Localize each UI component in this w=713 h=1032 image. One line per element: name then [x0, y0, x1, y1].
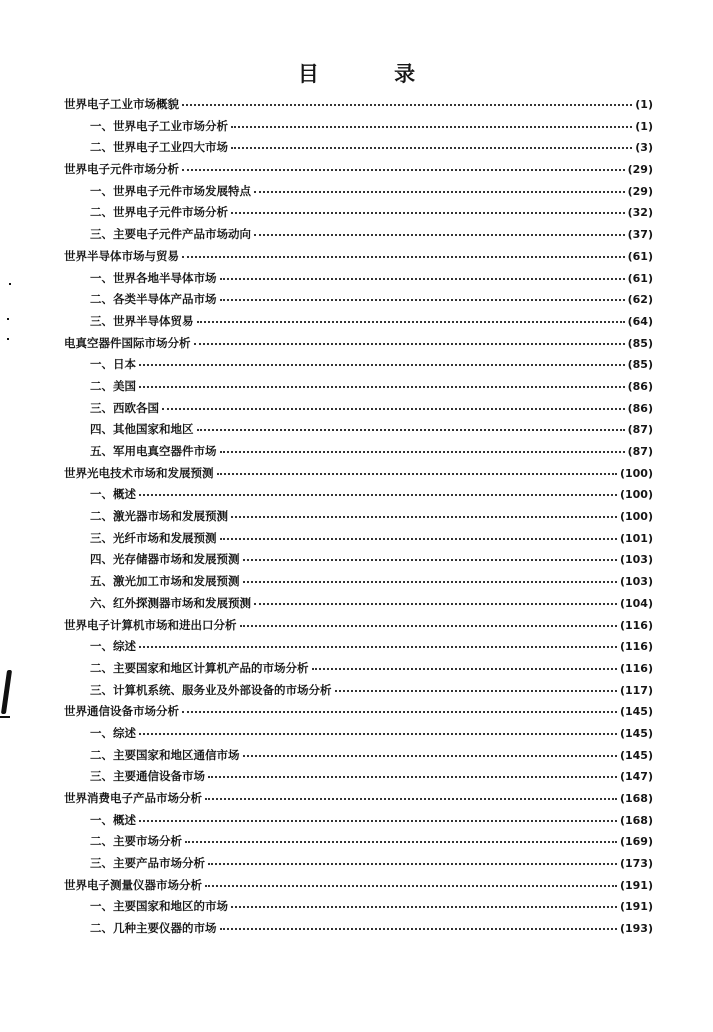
toc-entry-title: 一、综述 — [90, 639, 136, 654]
toc-dot-leader — [312, 667, 617, 670]
toc-page-number: (169) — [619, 835, 653, 849]
table-of-contents — [64, 96, 653, 942]
toc-chapter-entry — [64, 248, 653, 270]
toc-entry-title: 世界光电技术市场和发展预测 — [64, 465, 214, 480]
toc-page-number: (85) — [627, 358, 653, 372]
toc-section-entry — [64, 682, 653, 704]
toc-page-number: (87) — [627, 445, 653, 458]
toc-section-entry — [64, 551, 653, 573]
toc-section-entry — [64, 291, 653, 313]
toc-entry-title: 二、美国 — [90, 378, 136, 393]
scan-artifact — [1, 670, 12, 714]
toc-page-number: (145) — [619, 705, 653, 719]
toc-dot-leader — [139, 385, 625, 388]
toc-dot-leader — [197, 428, 625, 431]
toc-entry-title: 三、世界半导体贸易 — [90, 313, 194, 328]
toc-dot-leader — [243, 558, 617, 561]
toc-dot-leader — [139, 493, 617, 496]
toc-entry-title: 一、综述 — [90, 725, 136, 740]
toc-entry-title: 一、概述 — [90, 812, 136, 827]
toc-page-number: (116) — [619, 618, 653, 632]
toc-chapter-entry — [64, 465, 653, 487]
toc-entry-title: 二、各类半导体产品市场 — [90, 292, 217, 307]
toc-page-number: (168) — [619, 792, 653, 805]
toc-dot-leader — [139, 363, 625, 366]
toc-entry-title: 一、世界电子元件市场发展特点 — [90, 183, 251, 198]
toc-dot-leader — [185, 840, 617, 843]
toc-dot-leader — [240, 624, 617, 627]
toc-dot-leader — [231, 515, 617, 518]
toc-page-number: (64) — [627, 314, 653, 328]
toc-section-entry — [64, 443, 653, 465]
toc-page-number: (116) — [619, 661, 653, 675]
toc-entry-title: 六、红外探测器市场和发展预测 — [90, 595, 251, 610]
toc-dot-leader — [208, 862, 617, 865]
toc-section-entry — [64, 400, 653, 422]
toc-dot-leader — [139, 645, 617, 648]
toc-section-entry — [64, 378, 653, 400]
toc-dot-leader — [182, 103, 632, 106]
scan-artifact — [7, 318, 9, 320]
toc-page-number: (191) — [619, 878, 653, 892]
toc-entry-title: 世界半导体市场与贸易 — [64, 248, 179, 263]
scan-artifact — [0, 716, 10, 718]
toc-page-number: (100) — [619, 466, 653, 480]
toc-entry-title: 世界电子测量仪器市场分析 — [64, 877, 202, 892]
toc-dot-leader — [208, 775, 617, 778]
toc-section-entry — [64, 638, 653, 660]
toc-page-number: (145) — [619, 748, 653, 762]
toc-dot-leader — [182, 710, 617, 713]
toc-dot-leader — [220, 927, 617, 930]
toc-dot-leader — [231, 146, 632, 149]
toc-section-entry — [64, 747, 653, 769]
toc-section-entry — [64, 920, 653, 942]
toc-entry-title: 二、主要国家和地区计算机产品的市场分析 — [90, 660, 309, 675]
toc-entry-title: 一、世界各地半导体市场 — [90, 270, 217, 285]
toc-page-number: (116) — [619, 640, 653, 654]
toc-section-entry — [64, 313, 653, 335]
toc-entry-title: 三、主要通信设备市场 — [90, 769, 205, 784]
toc-entry-title: 二、世界电子元件市场分析 — [90, 205, 228, 220]
toc-entry-title: 世界电子计算机市场和进出口分析 — [64, 617, 237, 632]
toc-chapter-entry — [64, 703, 653, 725]
toc-chapter-entry — [64, 335, 653, 357]
toc-page-number: (168) — [619, 813, 653, 827]
toc-entry-title: 世界电子元件市场分析 — [64, 162, 179, 177]
toc-chapter-entry — [64, 96, 653, 118]
toc-dot-leader — [254, 190, 625, 193]
toc-entry-title: 一、主要国家和地区的市场 — [90, 899, 228, 914]
toc-dot-leader — [220, 298, 625, 301]
toc-section-entry — [64, 595, 653, 617]
toc-dot-leader — [231, 211, 625, 214]
toc-entry-title: 三、主要电子元件产品市场动向 — [90, 227, 251, 242]
toc-page-number: (101) — [619, 531, 653, 545]
toc-page-number: (32) — [627, 206, 653, 220]
toc-page-number: (103) — [619, 553, 653, 567]
toc-entry-title: 二、激光器市场和发展预测 — [90, 509, 228, 524]
toc-section-entry — [64, 356, 653, 378]
page-title: 目 录 — [297, 62, 450, 86]
toc-entry-title: 一、世界电子工业市场分析 — [90, 118, 228, 133]
toc-dot-leader — [220, 537, 617, 540]
toc-dot-leader — [205, 797, 617, 800]
toc-section-entry — [64, 855, 653, 877]
toc-entry-title: 三、光纤市场和发展预测 — [90, 530, 217, 545]
toc-entry-title: 二、主要市场分析 — [90, 834, 182, 849]
toc-entry-title: 二、主要国家和地区通信市场 — [90, 747, 240, 762]
toc-chapter-entry — [64, 877, 653, 899]
toc-dot-leader — [220, 277, 625, 280]
toc-section-entry — [64, 660, 653, 682]
toc-page-number: (191) — [619, 900, 653, 914]
toc-dot-leader — [194, 342, 625, 345]
toc-section-entry — [64, 898, 653, 920]
toc-entry-title: 二、几种主要仪器的市场 — [90, 921, 217, 936]
toc-dot-leader — [197, 320, 625, 323]
toc-page-number: (1) — [635, 119, 653, 133]
toc-page-number: (173) — [619, 857, 653, 871]
toc-dot-leader — [139, 819, 617, 822]
toc-entry-title: 世界通信设备市场分析 — [64, 704, 179, 719]
toc-section-entry — [64, 118, 653, 140]
toc-dot-leader — [217, 472, 617, 475]
toc-entry-title: 三、计算机系统、服务业及外部设备的市场分析 — [90, 682, 332, 697]
toc-page-number: (37) — [627, 228, 653, 242]
toc-entry-title: 世界电子工业市场概貌 — [64, 97, 179, 111]
toc-dot-leader — [231, 125, 632, 128]
toc-entry-title: 五、激光加工市场和发展预测 — [90, 574, 240, 589]
toc-entry-title: 电真空器件国际市场分析 — [64, 335, 191, 350]
toc-page-number: (62) — [627, 293, 653, 307]
toc-page-number: (85) — [627, 336, 653, 350]
toc-dot-leader — [254, 602, 617, 605]
toc-section-entry — [64, 204, 653, 226]
toc-section-entry — [64, 530, 653, 552]
toc-section-entry — [64, 421, 653, 443]
toc-dot-leader — [205, 884, 617, 887]
toc-entry-title: 一、概述 — [90, 487, 136, 502]
toc-page-number: (100) — [619, 510, 653, 524]
toc-chapter-entry — [64, 617, 653, 639]
toc-entry-title: 世界消费电子产品市场分析 — [64, 791, 202, 805]
toc-page-number: (104) — [619, 596, 653, 610]
toc-entry-title: 一、日本 — [90, 357, 136, 372]
toc-section-entry — [64, 226, 653, 248]
toc-dot-leader — [182, 168, 625, 171]
toc-page-number: (61) — [627, 271, 653, 285]
toc-page-number: (1) — [635, 98, 653, 111]
toc-section-entry — [64, 270, 653, 292]
toc-dot-leader — [139, 732, 617, 735]
toc-dot-leader — [243, 580, 617, 583]
scan-artifact — [7, 338, 9, 340]
toc-section-entry — [64, 508, 653, 530]
toc-dot-leader — [335, 689, 617, 692]
toc-entry-title: 四、光存储器市场和发展预测 — [90, 552, 240, 567]
toc-page-number: (103) — [619, 575, 653, 589]
toc-entry-title: 三、西欧各国 — [90, 400, 159, 415]
toc-section-entry — [64, 725, 653, 747]
toc-page-number: (145) — [619, 726, 653, 740]
toc-section-entry — [64, 573, 653, 595]
toc-entry-title: 四、其他国家和地区 — [90, 422, 194, 437]
toc-chapter-entry — [64, 161, 653, 183]
toc-page-number: (117) — [619, 683, 653, 697]
toc-page-number: (29) — [627, 163, 653, 177]
toc-dot-leader — [162, 407, 625, 410]
toc-chapter-entry — [64, 790, 653, 812]
toc-dot-leader — [243, 754, 617, 757]
toc-section-entry — [64, 486, 653, 508]
toc-page-number: (61) — [627, 249, 653, 263]
toc-dot-leader — [254, 233, 625, 236]
toc-section-entry — [64, 812, 653, 834]
toc-section-entry — [64, 139, 653, 161]
toc-page-number: (86) — [627, 401, 653, 415]
toc-section-entry — [64, 833, 653, 855]
toc-section-entry — [64, 768, 653, 790]
toc-page-number: (87) — [627, 423, 653, 437]
toc-entry-title: 五、军用电真空器件市场 — [90, 444, 217, 458]
toc-page-number: (86) — [627, 379, 653, 393]
toc-page-number: (29) — [627, 184, 653, 198]
toc-section-entry — [64, 183, 653, 205]
toc-page-number: (193) — [619, 922, 653, 936]
toc-page-number: (3) — [635, 141, 653, 155]
toc-page-number: (147) — [619, 770, 653, 784]
toc-entry-title: 三、主要产品市场分析 — [90, 856, 205, 871]
scan-artifact — [9, 283, 11, 285]
toc-dot-leader — [231, 905, 617, 908]
toc-dot-leader — [182, 255, 625, 258]
toc-page-number: (100) — [619, 488, 653, 502]
toc-entry-title: 二、世界电子工业四大市场 — [90, 140, 228, 155]
toc-dot-leader — [220, 450, 625, 453]
